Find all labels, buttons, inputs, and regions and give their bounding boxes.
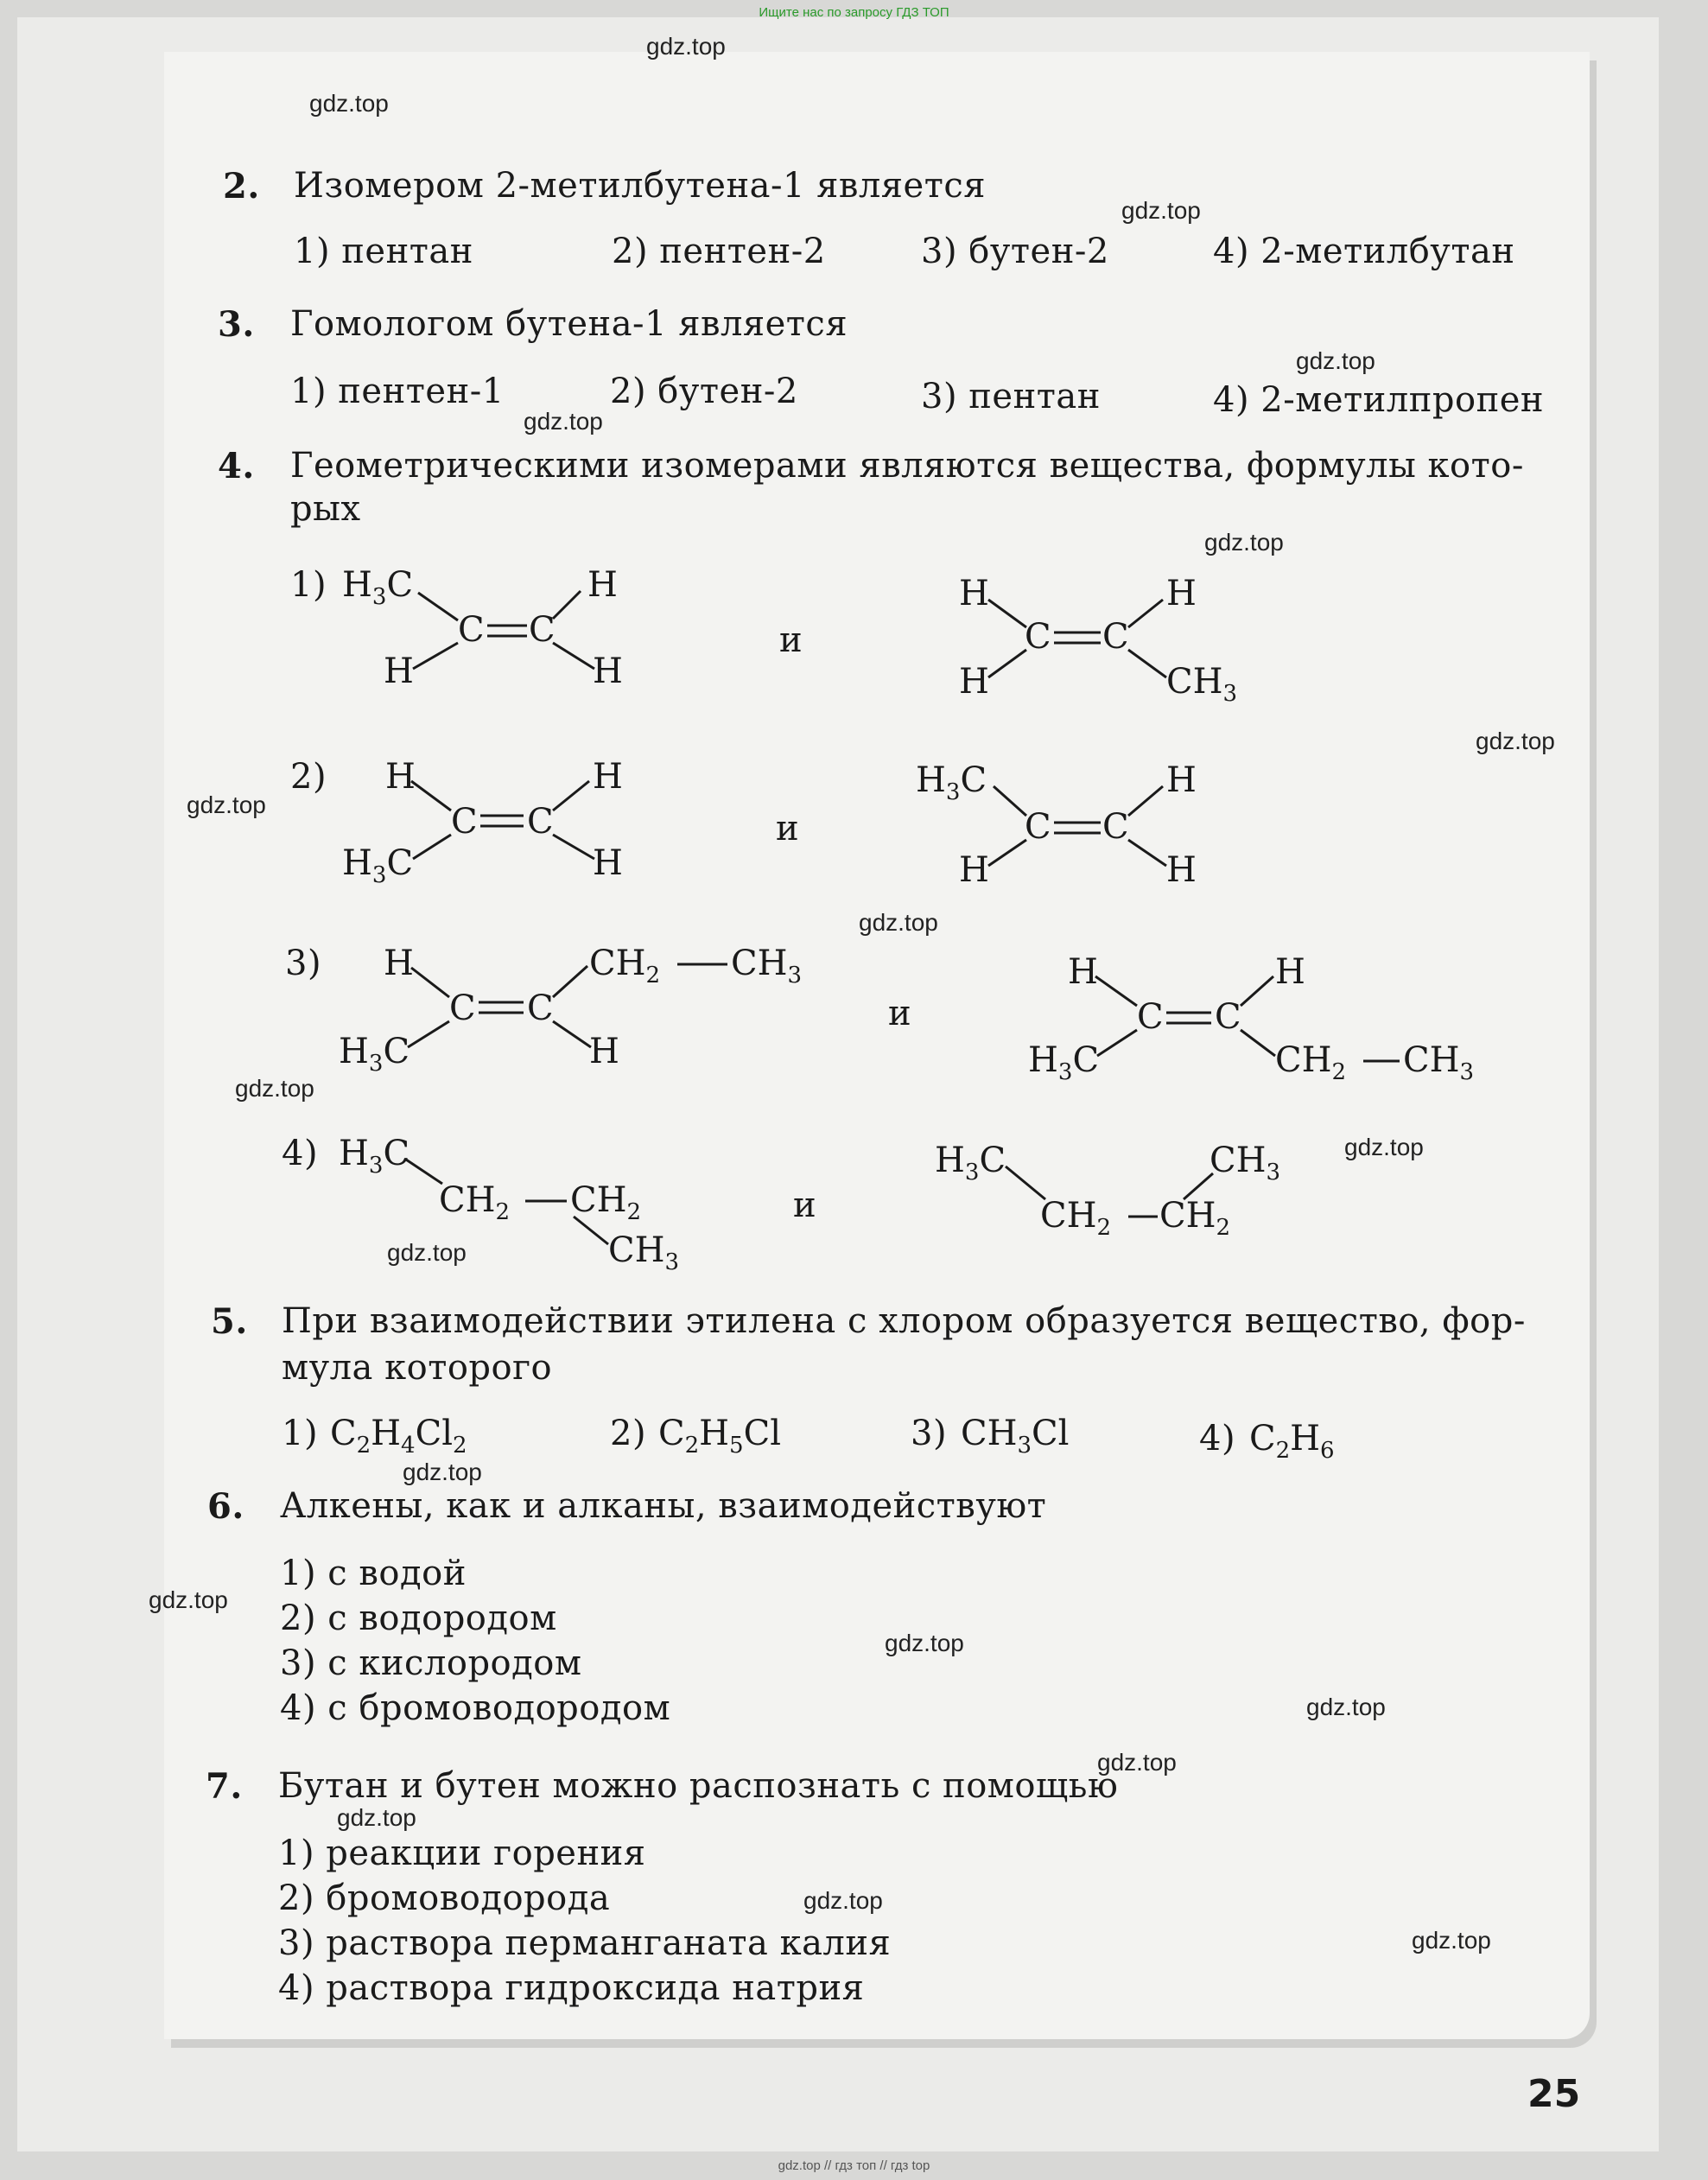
answer-option[interactable]: 1) пентен-1 <box>290 372 505 411</box>
watermark: gdz.top <box>387 1239 467 1266</box>
question-text: Алкены, как и алканы, взаимодействуют <box>280 1486 1047 1526</box>
formula-atom: $H_3C$ <box>339 1134 410 1179</box>
answer-option[interactable]: 2) <box>290 757 327 797</box>
formula-atom: H <box>587 565 618 605</box>
formula-atom: H <box>593 843 623 883</box>
watermark: gdz.top <box>337 1804 416 1831</box>
answer-option[interactable]: 1) <box>290 565 327 605</box>
formula-atom: H <box>593 651 623 691</box>
formula-atom: $CH_2$ <box>1040 1196 1112 1241</box>
formula-atom: H <box>1166 850 1197 890</box>
formula-atom: $H_3C$ <box>342 843 414 888</box>
formula-atom: $CH_2$ <box>1275 1040 1347 1085</box>
watermark: gdz.top <box>149 1586 228 1613</box>
formula-atom: C <box>451 802 478 842</box>
watermark: gdz.top <box>1296 347 1375 374</box>
page-number: 25 <box>1527 2072 1581 2116</box>
question-text: рых <box>290 489 361 529</box>
formula-atom: H <box>589 1032 619 1071</box>
answer-option[interactable]: 2) с водородом <box>280 1598 557 1638</box>
question-text: Геометрическими изомерами являются вещества, формулы кото- <box>290 446 1524 486</box>
formula-atom: $H_3C$ <box>916 760 987 805</box>
watermark: gdz.top <box>524 408 603 435</box>
formula: $CH_3Cl$ <box>961 1414 1070 1459</box>
formula-atom: C <box>527 988 554 1028</box>
answer-option[interactable]: 3) раствора перманганата калия <box>278 1923 892 1963</box>
formula-atom: $CH_2$ <box>589 944 661 988</box>
answer-option[interactable]: 1) с водой <box>280 1554 467 1593</box>
question-number: 7. <box>206 1766 243 1807</box>
formula: $C_2H_4Cl_2$ <box>330 1414 467 1459</box>
watermark: gdz.top <box>646 33 726 60</box>
watermark: gdz.top <box>235 1075 314 1102</box>
formula-atom: C <box>1025 807 1051 847</box>
formula-atom: H <box>1166 760 1197 800</box>
answer-option[interactable]: 4) с бромоводородом <box>280 1688 671 1728</box>
formula-atom: H <box>593 757 623 797</box>
formula-atom: C <box>458 610 485 650</box>
formula-atom: C <box>1025 617 1051 657</box>
footer-note[interactable]: gdz.top // гдз топ // гдз top <box>778 2158 930 2173</box>
formula-atom: $CH_3$ <box>1166 662 1238 707</box>
formula-atom: $H_3C$ <box>339 1032 410 1077</box>
watermark: gdz.top <box>1097 1749 1177 1776</box>
question-number: 6. <box>207 1486 244 1527</box>
watermark: gdz.top <box>859 909 938 936</box>
formula-atom: C <box>1102 617 1129 657</box>
formula-atom: $CH_3$ <box>1403 1040 1475 1085</box>
and-word: и <box>779 620 803 660</box>
formula-atom: $CH_3$ <box>608 1230 680 1275</box>
and-word: и <box>888 994 912 1033</box>
formula-atom: H <box>384 651 414 691</box>
answer-option[interactable]: 4) раствора гидроксида натрия <box>278 1968 865 2008</box>
question-text: мула которого <box>282 1348 553 1388</box>
formula-atom: H <box>1068 952 1098 992</box>
question-number: 5. <box>211 1301 248 1342</box>
answer-option[interactable]: 3) бутен-2 <box>921 232 1109 271</box>
watermark: gdz.top <box>803 1887 883 1914</box>
formula-atom: C <box>527 802 554 842</box>
answer-option[interactable]: 1) <box>282 1414 319 1453</box>
watermark: gdz.top <box>885 1630 964 1656</box>
watermark: gdz.top <box>1476 728 1555 754</box>
watermark: gdz.top <box>403 1459 482 1485</box>
formula-atom: $H_3C$ <box>1028 1040 1100 1085</box>
question-text: Изомером 2-метилбутена-1 является <box>294 166 986 206</box>
answer-option[interactable]: 2) пентен-2 <box>612 232 826 271</box>
formula-atom: C <box>1137 997 1164 1037</box>
formula-atom: H <box>959 662 989 702</box>
formula-atom: H <box>384 944 414 983</box>
answer-option[interactable]: 4) 2-метилбутан <box>1213 232 1515 271</box>
watermark: gdz.top <box>1344 1134 1424 1160</box>
formula-atom: $CH_2$ <box>570 1180 642 1225</box>
formula-atom: $H_3C$ <box>342 565 414 610</box>
formula: $C_2H_6$ <box>1249 1419 1335 1464</box>
answer-option[interactable]: 3) <box>285 944 322 983</box>
formula-atom: $CH_3$ <box>1210 1141 1281 1185</box>
answer-option[interactable]: 4) <box>282 1134 319 1173</box>
answer-option[interactable]: 2) бутен-2 <box>610 372 798 411</box>
formula-atom: $CH_2$ <box>1159 1196 1231 1241</box>
formula-atom: C <box>449 988 476 1028</box>
answer-option[interactable]: 3) с кислородом <box>280 1643 582 1683</box>
formula-atom: $H_3C$ <box>935 1141 1006 1185</box>
header-note[interactable]: Ищите нас по запросу ГДЗ ТОП <box>759 5 949 20</box>
watermark: gdz.top <box>1412 1927 1491 1954</box>
answer-option[interactable]: 2) <box>610 1414 647 1453</box>
watermark: gdz.top <box>187 791 266 818</box>
answer-option[interactable]: 3) <box>911 1414 948 1453</box>
question-text: Бутан и бутен можно распознать с помощью <box>278 1766 1119 1806</box>
answer-option[interactable]: 1) пентан <box>294 232 473 271</box>
formula-atom: $CH_2$ <box>439 1180 511 1225</box>
formula-atom: H <box>959 850 989 890</box>
formula-atom: C <box>529 610 556 650</box>
formula-atom: C <box>1102 807 1129 847</box>
answer-option[interactable]: 2) бромоводорода <box>278 1878 611 1918</box>
formula: $C_2H_5Cl$ <box>658 1414 781 1459</box>
formula-atom: H <box>1275 952 1305 992</box>
formula-atom: H <box>959 574 989 613</box>
and-word: и <box>776 809 800 848</box>
answer-option[interactable]: 4) 2-метилпропен <box>1213 380 1545 420</box>
answer-option[interactable]: 4) <box>1199 1419 1236 1459</box>
question-number: 4. <box>218 446 255 486</box>
answer-option[interactable]: 1) реакции горения <box>278 1834 646 1873</box>
question-number: 3. <box>218 304 255 345</box>
question-text: При взаимодействии этилена с хлором образуется вещество, фор- <box>282 1301 1526 1341</box>
watermark: gdz.top <box>1121 197 1201 224</box>
formula-atom: $CH_3$ <box>731 944 803 988</box>
watermark: gdz.top <box>309 90 389 117</box>
question-text: Гомологом бутена-1 является <box>290 304 848 344</box>
question-number: 2. <box>223 166 260 207</box>
answer-option[interactable]: 3) пентан <box>921 377 1101 416</box>
watermark: gdz.top <box>1204 529 1284 556</box>
formula-atom: H <box>385 757 416 797</box>
watermark: gdz.top <box>1306 1694 1386 1720</box>
and-word: и <box>793 1185 817 1225</box>
formula-atom: C <box>1215 997 1241 1037</box>
formula-atom: H <box>1166 574 1197 613</box>
